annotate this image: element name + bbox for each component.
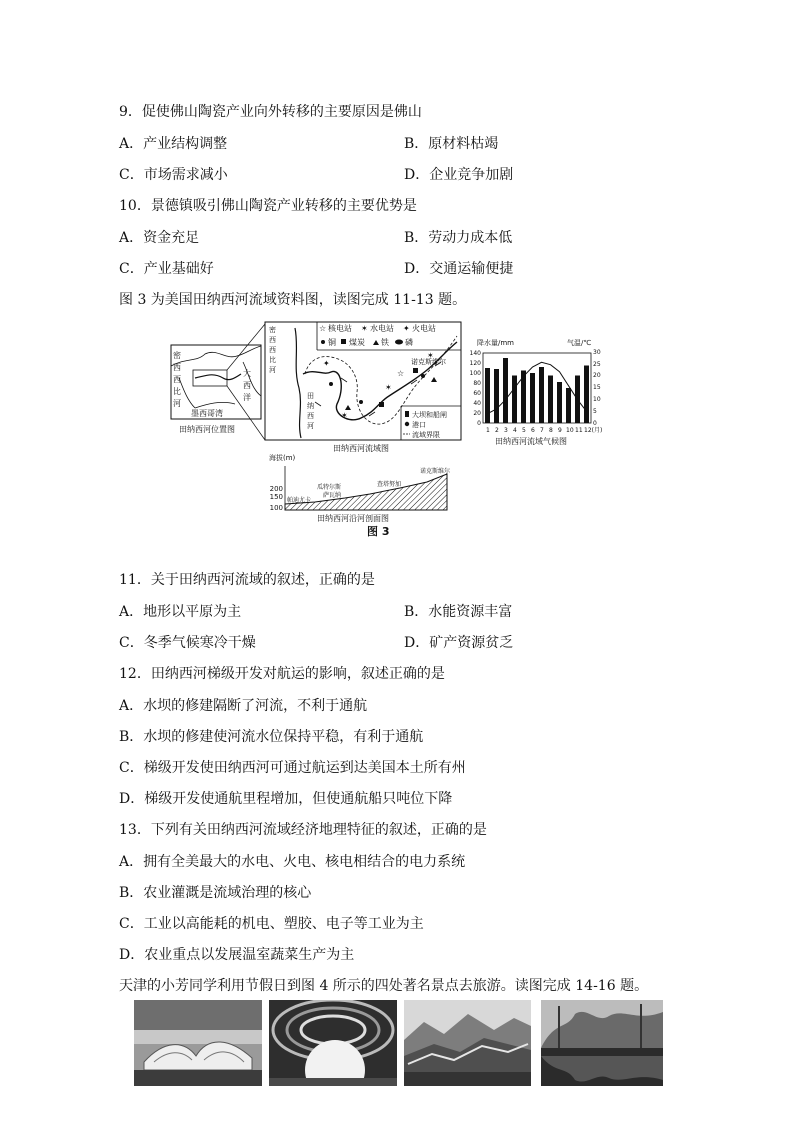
profile-axis-label: 海拔(m) [269,454,296,462]
photo-great-wall [404,1000,531,1086]
loc-label-mi: 密 [173,351,181,360]
x-tick-11: 11 [575,427,583,434]
basin-label-he: 河 [269,366,276,374]
figure3 [165,318,635,544]
right-tick-5: 5 [593,408,597,415]
q10-option-d: D．交通运输便捷 [404,261,514,277]
photo-theater-interior [269,1000,397,1086]
precipitation-bar-12 [584,366,589,424]
svg-text:✶: ✶ [427,351,434,360]
legend-port: 港口 [412,421,426,429]
q12-option-a: A．水坝的修建隔断了河流，不利于通航 [119,698,368,714]
precipitation-bar-9 [557,382,562,423]
climate-right-axis-label: 气温/℃ [567,339,592,347]
figure3-caption: 图 3 [367,525,390,538]
x-tick-5: 5 [522,427,526,434]
precipitation-bar-6 [530,373,535,423]
q11-option-a: A．地形以平原为主 [119,604,242,620]
loc-label-xi3: 西 [243,381,251,390]
q12-option-b: B．水坝的修建使河流水位保持平稳，有利于通航 [119,729,424,745]
q11-stem: 11．关于田纳西河流域的叙述，正确的是 [119,572,375,588]
q12-stem: 12．田纳西河梯级开发对航运的影响，叙述正确的是 [119,666,445,682]
basin-label-xi1: 西 [269,336,276,344]
profile-terrain [285,474,447,510]
precipitation-bar-10 [566,388,571,423]
right-tick-30: 30 [593,349,601,356]
q10-stem: 10．景德镇吸引佛山陶瓷产业转移的主要优势是 [119,198,417,214]
x-tick-3: 3 [504,427,508,434]
legend-phosphorus: 磷 [405,338,413,347]
precipitation-bar-8 [548,376,553,424]
profile-tick-200: 200 [269,485,283,493]
svg-text:☆: ☆ [397,369,405,378]
svg-text:✶: ✶ [341,411,348,420]
q11-option-d: D．矿产资源贫乏 [404,635,514,651]
x-tick-2: 2 [495,427,499,434]
q9-option-c: C．市场需求减小 [119,167,228,183]
svg-text:✦: ✦ [323,359,330,368]
x-tick-12: 12(月) [584,427,603,434]
profile-tick-100: 100 [269,504,283,512]
basin-label-xi2: 西 [269,346,276,354]
figure4-intro: 天津的小芳同学利用节假日到图 4 所示的四处著名景点去旅游。读图完成 14-16 题。 [119,978,649,994]
q13-option-b: B．农业灌溉是流域治理的核心 [119,885,312,901]
figure3-intro: 图 3 为美国田纳西河流域资料图，读图完成 11-13 题。 [119,292,467,308]
basin-label-knoxville: 诺克斯维尔 [411,358,446,366]
loc-label-he: 河 [173,399,181,408]
q12-option-c: C．梯级开发使田纳西河可通过航运到达美国本土所有州 [119,760,466,776]
temperature-line [488,362,587,413]
svg-text:✦: ✦ [403,324,410,333]
q9-stem: 9．促使佛山陶瓷产业向外转移的主要原因是佛山 [119,104,422,120]
precipitation-bar-2 [494,369,499,423]
legend-hydro: 水电站 [370,324,394,333]
legend-nuclear: 核电站 [328,324,352,333]
loc-label-yang: 洋 [243,393,251,402]
right-tick-20: 20 [593,372,601,379]
basin-label-na: 纳 [307,402,314,410]
q11-option-b: B．水能资源丰富 [404,604,513,620]
q10-option-a: A．资金充足 [119,230,200,246]
q9-option-d: D．企业竞争加剧 [404,167,514,183]
q11-option-c: C．冬季气候寒冷干燥 [119,635,256,651]
x-tick-7: 7 [540,427,544,434]
legend-boundary: 流域界限 [412,431,440,439]
precipitation-bar-4 [512,376,517,424]
left-tick-40: 40 [473,400,481,407]
legend-dam: 大坝和船闸 [412,411,447,419]
legend-iron: 铁 [381,338,389,347]
q13-stem: 13．下列有关田纳西河流域经济地理特征的叙述，正确的是 [119,822,487,838]
profile-place-paducah: 帕迪尤卡 [287,497,312,504]
left-tick-100: 100 [469,370,481,377]
location-map [171,345,261,434]
x-tick-8: 8 [549,427,553,434]
basin-map [265,322,461,453]
profile-chart [269,453,450,523]
climate-left-axis-label: 降水量/mm [477,339,514,347]
q12-option-d: D．梯级开发使通航里程增加，但使通航船只吨位下降 [119,791,453,807]
basin-label-he2: 河 [307,422,314,430]
left-tick-120: 120 [469,360,481,367]
climate-chart-title: 田纳西河流域气候图 [495,437,567,446]
svg-text:☆: ☆ [319,324,327,333]
basin-label-tian: 田 [307,392,314,400]
profile-place-guntersville: 瓜特尔斯 [317,484,342,491]
right-tick-0: 0 [593,420,597,427]
right-tick-15: 15 [593,384,601,391]
q13-option-a: A．拥有全美最大的水电、火电、核电相结合的电力系统 [119,854,466,870]
climate-plot-frame [483,353,591,423]
climate-chart [470,338,603,446]
precipitation-bar-7 [539,367,544,423]
photo-forest-lake [541,1000,663,1086]
q10-option-b: B．劳动力成本低 [404,230,513,246]
legend-thermal: 火电站 [412,324,436,333]
loc-label-xi2: 西 [173,375,181,384]
right-tick-10: 10 [593,396,601,403]
x-tick-10: 10 [566,427,574,434]
precipitation-bar-1 [485,368,490,423]
left-tick-20: 20 [473,410,481,417]
legend-coal: 煤炭 [349,338,365,347]
q13-option-d: D．农业重点以发展温室蔬菜生产为主 [119,947,355,963]
loc-label-xi1: 西 [173,363,181,372]
q9-option-a: A．产业结构调整 [119,136,228,152]
loc-label-da: 大 [243,369,251,378]
left-tick-0: 0 [477,420,481,427]
q10-option-c: C．产业基础好 [119,261,214,277]
right-tick-25: 25 [593,361,601,368]
x-tick-4: 4 [513,427,517,434]
basin-label-bi: 比 [269,356,276,364]
basin-label-mi: 密 [269,326,276,334]
profile-title: 田纳西河沿河剖面图 [317,514,389,523]
x-tick-6: 6 [531,427,535,434]
q13-option-c: C．工业以高能耗的机电、塑胶、电子等工业为主 [119,916,424,932]
svg-text:✶: ✶ [361,324,368,333]
profile-place-savannah: 萨瓦纳 [323,492,342,499]
x-tick-9: 9 [558,427,562,434]
legend-copper: 铜 [328,338,336,347]
location-map-title: 田纳西河位置图 [179,425,235,434]
profile-tick-150: 150 [269,493,283,501]
left-tick-60: 60 [473,390,481,397]
loc-label-gulf: 墨西哥湾 [191,409,223,418]
profile-place-chattanooga: 查塔努加 [377,481,402,488]
left-tick-80: 80 [473,380,481,387]
basin-map-title: 田纳西河流域图 [333,444,389,453]
x-tick-1: 1 [486,427,490,434]
loc-label-bi: 比 [173,387,181,396]
left-tick-140: 140 [469,350,481,357]
q9-option-b: B．原材料枯竭 [404,136,499,152]
basin-label-xi3: 西 [307,412,314,420]
profile-place-knoxville: 诺克斯维尔 [420,468,451,475]
precipitation-bar-3 [503,358,508,423]
svg-text:✶: ✶ [385,383,392,392]
photo-modern-building [134,1000,262,1086]
